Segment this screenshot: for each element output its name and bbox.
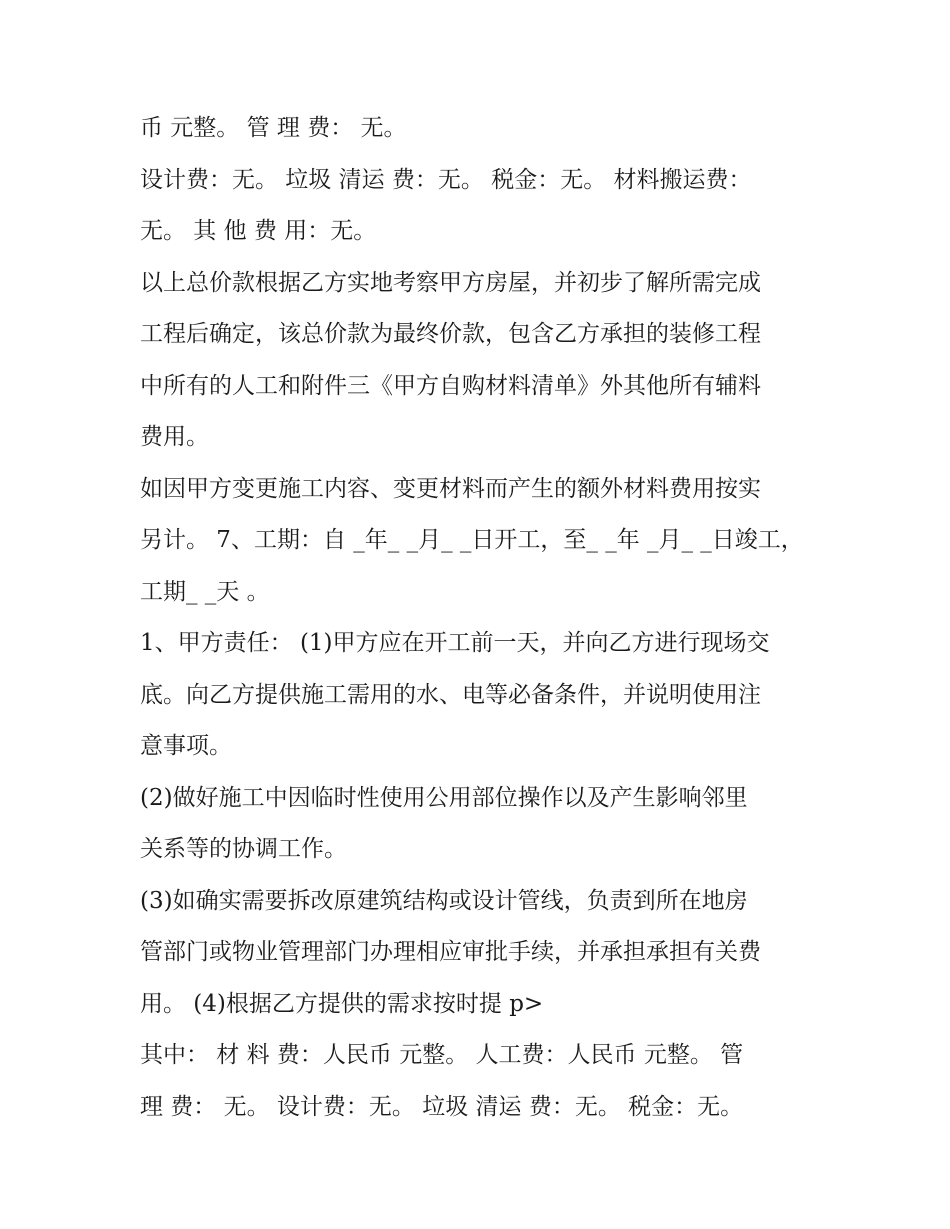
text-line: 1、甲方责任： (1)甲方应在开工前一天，并向乙方进行现场交	[140, 630, 770, 656]
text-line: 无。 其 他 费 用：无。	[140, 218, 377, 244]
document-body	[140, 103, 820, 1133]
text-line: 中所有的人工和附件三《甲方自购材料清单》外其他所有辅料	[140, 372, 761, 399]
text-line: (3)如确实需要拆改原建筑结构或设计管线，负责到所在地房	[140, 887, 748, 914]
text-line: 另计。 7、工期：自 _年_ _月_ _日开工，至_ _年 _月_ _日竣工，	[140, 527, 804, 553]
text-line: 设计费：无。 垃圾 清运 费：无。 税金：无。 材料搬运费：	[140, 166, 752, 193]
text-line: 工程后确定，该总价款为最终价款，包含乙方承担的装修工程	[140, 321, 761, 347]
text-line: (2)做好施工中因临时性使用公用部位操作以及产生影响邻里	[140, 784, 748, 811]
text-line: 费用。	[140, 424, 209, 450]
text-line: 理 费： 无。 设计费：无。 垃圾 清运 费：无。 税金：无。	[140, 1093, 744, 1120]
text-line: 管部门或物业管理部门办理相应审批手续，并承担承担有关费	[140, 939, 761, 965]
text-line: 工期_ _天 。	[140, 578, 270, 605]
text-line: 其中： 材 料 费：人民币 元整。 人工费：人民币 元整。 管	[140, 1042, 744, 1068]
text-line: 以上总价款根据乙方实地考察甲方房屋，并初步了解所需完成	[140, 269, 761, 296]
text-line: 底。向乙方提供施工需用的水、电等必备条件，并说明使用注	[140, 681, 761, 708]
text-line: 如因甲方变更施工内容、变更材料而产生的额外材料费用按实	[140, 475, 761, 502]
text-line: 用。 (4)根据乙方提供的需求按时提 p>	[140, 990, 544, 1017]
text-line: 币 元整。 管 理 费： 无。	[140, 115, 407, 141]
text-line: 意事项。	[140, 733, 232, 759]
text-line: 关系等的协调工作。	[140, 836, 347, 862]
